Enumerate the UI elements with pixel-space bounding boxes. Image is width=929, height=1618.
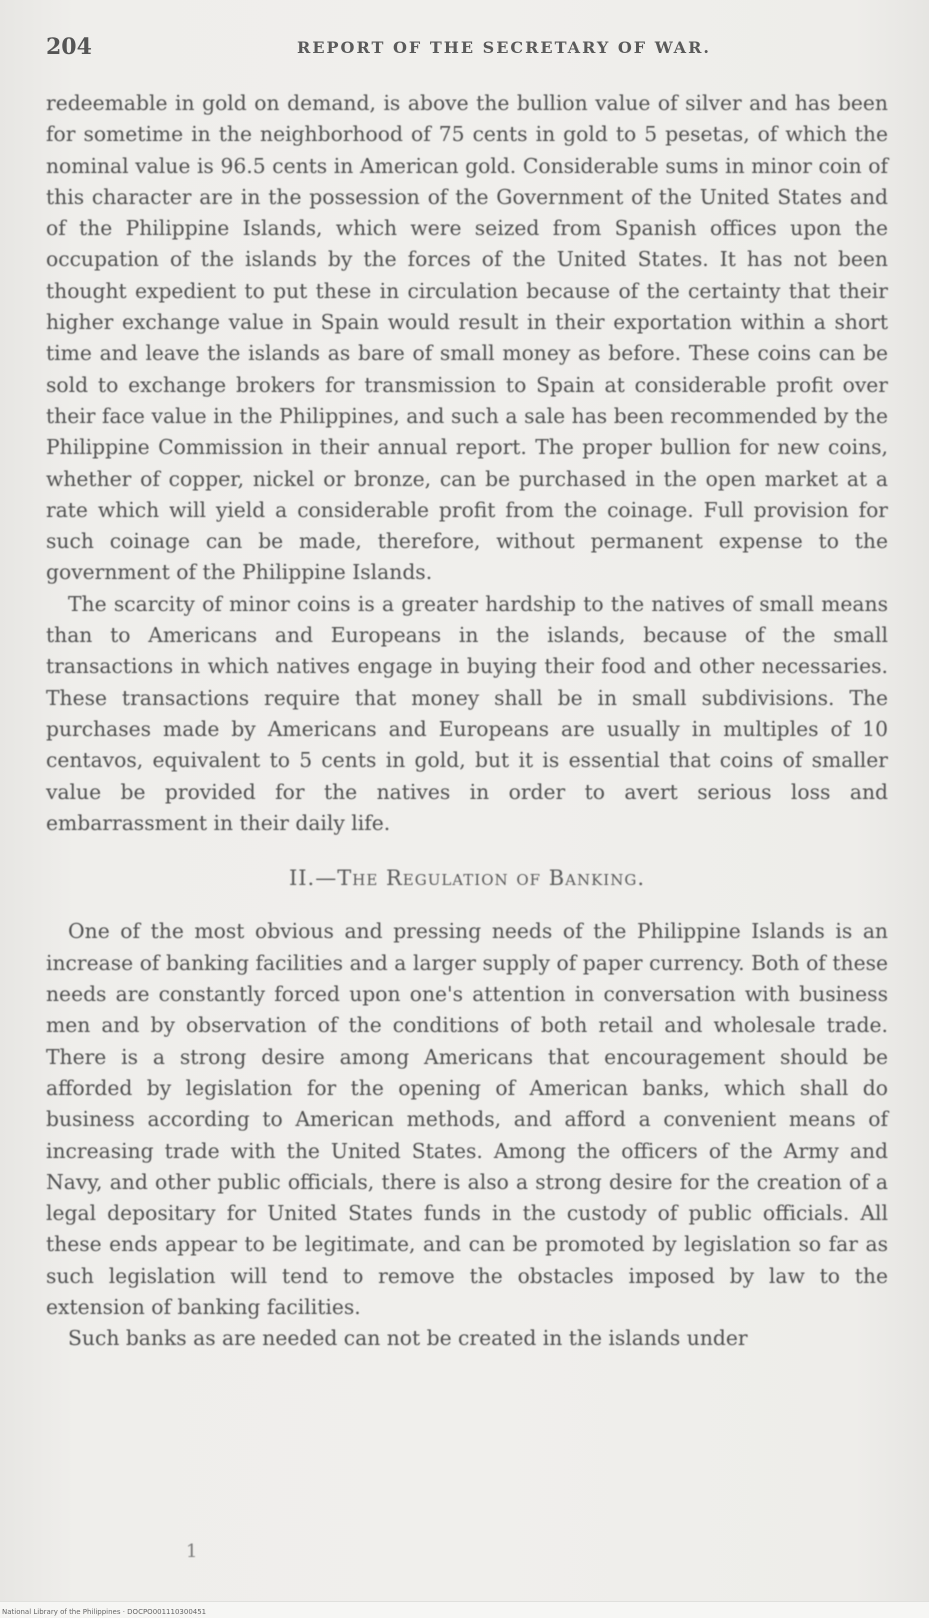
running-head [46,34,882,64]
bottom-mark: 1 [186,1541,198,1562]
footer-bar [0,1601,929,1618]
section-heading: II.—The Regulation of Banking. [288,866,646,891]
running-title: REPORT OF THE SECRETARY OF WAR. [297,38,711,57]
paragraph-banking-needs: One of the most obvious and pressing needs of the Philippine Islands is an increase of banking facilities and a larger supply of paper currency. Both of these needs are constantly forced upon one's attention in conversation with business men and by observation of the conditions of both retail and wholesale trade. There is a strong desire among Americans that encouragement should be afforded by legislation for the opening of American banks, which shall do business according to American methods, and afford a convenient means of increasing trade with the United States. Among the officers of the Army and Navy, and other public officials, there is also a strong desire for the creation of a legal depositary for United States funds in the custody of public officials. All these ends appear to be legitimate, and can be promoted by legislation so far as such legislation will tend to remove the obstacles imposed by law to the extension of banking facilities. [46,919,888,1319]
paragraph-banks-needed: Such banks as are needed can not be created in the islands under [68,1326,748,1351]
body-text [46,88,888,1355]
footer-source-text: National Library of the Philippines · DOCPO001110300451 [2,1608,207,1616]
paragraph-minor-coins: The scarcity of minor coins is a greater hardship to the natives of small means than to Americans and Europeans in the islands, because of the small transactions in which natives engage in buying their food and other necessaries. These transactions require that money shall be in small subdivisions. The purchases made by Americans and Europeans are usually in multiples of 10 centavos, equivalent to 5 cents in gold, but it is essential that coins of smaller value be provided for the natives in order to avert serious loss and embarrassment in their daily life. [46,591,888,835]
page-number: 204 [46,34,92,60]
paragraph-continued: redeemable in gold on demand, is above the bullion value of silver and has been for sometime in the neighborhood of 75 cents in gold to 5 pesetas, of which the nominal value is 96.5 cents in American gold. Considerable sums in minor coin of this character are in the possession of the Government of the United States and of the Philippine Islands, which were seized from Spanish offices upon the occupation of the islands by the forces of the United States. It has not been thought expedient to put these in circulation because of the certainty that their higher exchange value in Spain would result in their exportation within a short time and leave the islands as bare of small money as before. These coins can be sold to exchange brokers for transmission to Spain at considerable profit over their face value in the Philippines, and such a sale has been recommended by the Philippine Commission in their annual report. The proper bullion for new coins, whether of copper, nickel or bronze, can be purchased in the open market at a rate which will yield a considerable profit from the coinage. Full provision for such coinage can be made, therefore, without permanent expense to the government of the Philippine Islands. [46,91,888,585]
